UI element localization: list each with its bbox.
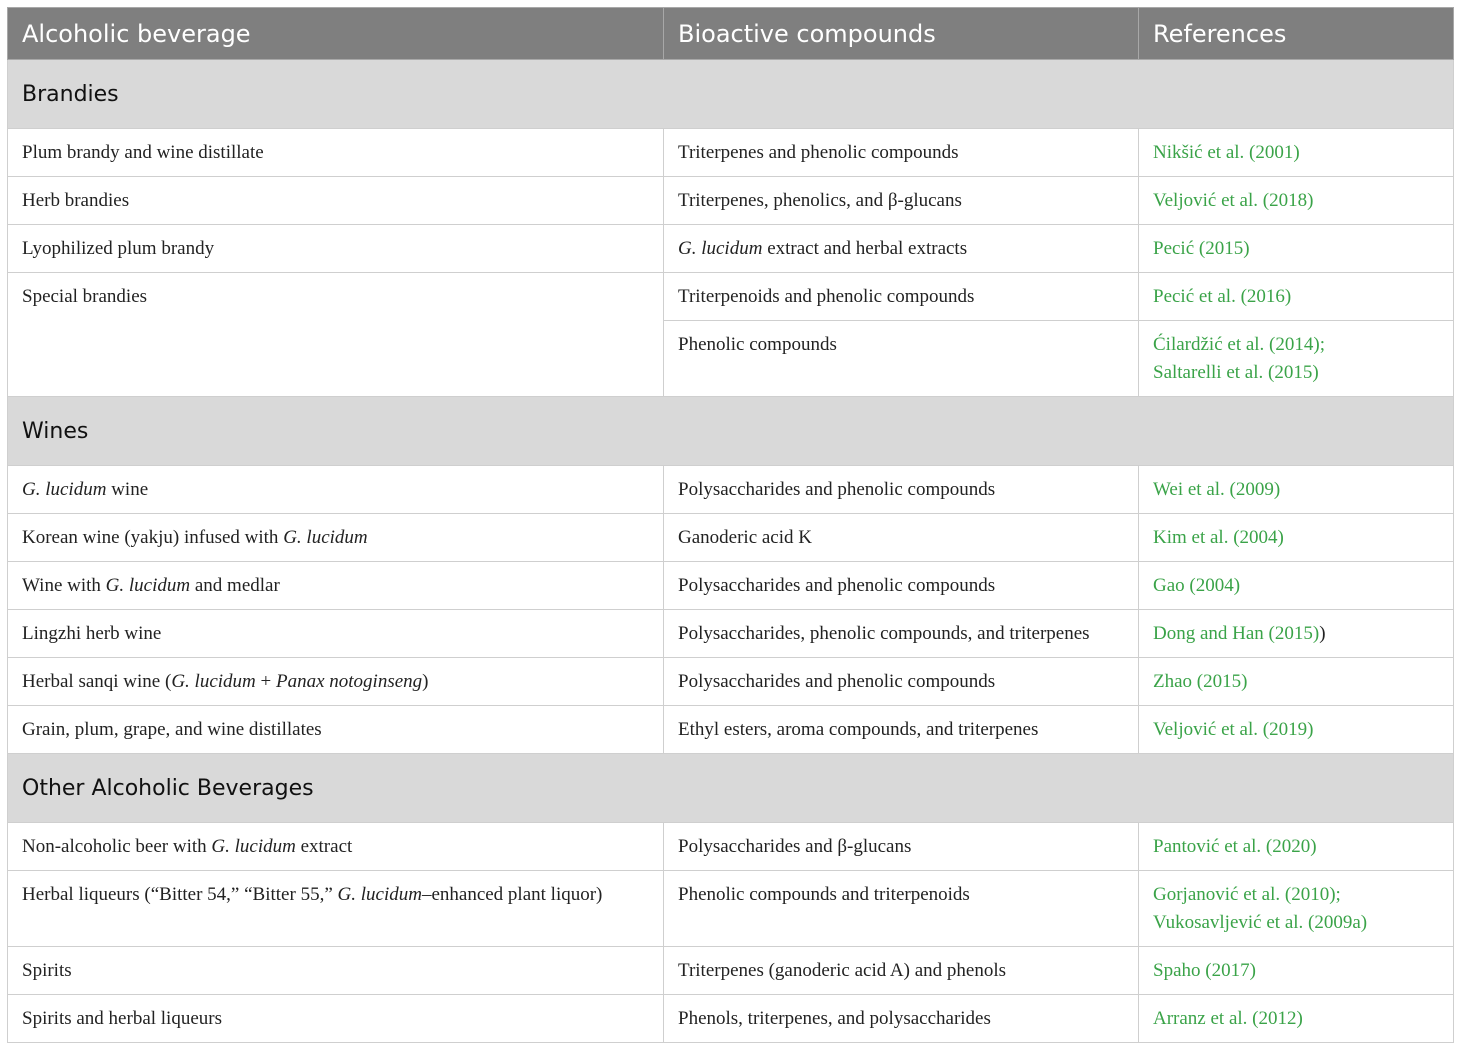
reference-tail: ) xyxy=(1319,623,1326,644)
reference-link[interactable]: Pecić (2015) xyxy=(1153,238,1250,259)
table-row xyxy=(8,225,1454,273)
table-row xyxy=(8,610,1454,658)
reference-cell xyxy=(1139,514,1454,562)
reference-cell xyxy=(1139,225,1454,273)
beverage-text: Korean wine (yakju) infused with xyxy=(22,527,284,548)
beverage-cell xyxy=(8,823,664,871)
beverage-compounds-table xyxy=(7,7,1454,1043)
reference-link[interactable]: Veljović et al. (2019) xyxy=(1153,719,1314,740)
table-row xyxy=(8,273,1454,321)
section-title: Wines xyxy=(8,397,1454,466)
section-title: Other Alcoholic Beverages xyxy=(8,754,1454,823)
beverage-cell xyxy=(8,514,664,562)
reference-link[interactable]: Nikšić et al. (2001) xyxy=(1153,142,1300,163)
reference-cell xyxy=(1139,129,1454,177)
beverage-text: and medlar xyxy=(190,575,280,596)
reference-link[interactable]: Gorjanović et al. (2010); xyxy=(1153,884,1341,905)
species-name: Panax notoginseng xyxy=(275,671,423,692)
reference-link[interactable]: Dong and Han (2015) xyxy=(1153,623,1320,644)
reference-link[interactable]: Kim et al. (2004) xyxy=(1153,527,1284,548)
species-name: G. lucidum xyxy=(22,479,107,500)
beverage-cell: Special brandies xyxy=(8,273,664,397)
reference-link[interactable]: Ćilardžić et al. (2014); xyxy=(1153,334,1325,355)
table-row xyxy=(8,562,1454,610)
table-row xyxy=(8,995,1454,1043)
species-name: G. lucidum xyxy=(678,238,763,259)
beverage-cell: Spirits and herbal liqueurs xyxy=(8,995,664,1043)
reference-cell xyxy=(1139,947,1454,995)
compounds-text: extract and herbal extracts xyxy=(762,238,968,259)
compounds-cell: Polysaccharides and phenolic compounds xyxy=(664,658,1139,706)
reference-cell xyxy=(1139,610,1454,658)
reference-cell xyxy=(1139,562,1454,610)
beverage-cell: Herb brandies xyxy=(8,177,664,225)
section-row-brandies xyxy=(8,60,1454,129)
reference-link[interactable]: Wei et al. (2009) xyxy=(1153,479,1281,500)
beverage-text: Non-alcoholic beer with xyxy=(22,836,212,857)
compounds-cell: Triterpenes (ganoderic acid A) and phenols xyxy=(664,947,1139,995)
section-row-other-alcoholic-beverages xyxy=(8,754,1454,823)
reference-link[interactable]: Pantović et al. (2020) xyxy=(1153,836,1317,857)
reference-link[interactable]: Vukosavljević et al. (2009a) xyxy=(1153,912,1368,933)
compounds-cell: Polysaccharides and β-glucans xyxy=(664,823,1139,871)
table-row xyxy=(8,177,1454,225)
beverage-text: ) xyxy=(422,671,429,692)
header-alcoholic-beverage: Alcoholic beverage xyxy=(8,8,664,60)
beverage-cell xyxy=(8,658,664,706)
beverage-cell: Grain, plum, grape, and wine distillates xyxy=(8,706,664,754)
beverage-cell xyxy=(8,466,664,514)
beverage-text: wine xyxy=(106,479,149,500)
compounds-cell: Ganoderic acid K xyxy=(664,514,1139,562)
beverage-cell: Spirits xyxy=(8,947,664,995)
table-row xyxy=(8,514,1454,562)
table-row xyxy=(8,658,1454,706)
beverage-cell xyxy=(8,562,664,610)
beverage-text: extract xyxy=(295,836,353,857)
reference-cell xyxy=(1139,823,1454,871)
beverage-text: Herbal sanqi wine ( xyxy=(22,671,172,692)
compounds-cell: Polysaccharides and phenolic compounds xyxy=(664,466,1139,514)
compounds-cell: Ethyl esters, aroma compounds, and triterpenes xyxy=(664,706,1139,754)
reference-cell xyxy=(1139,995,1454,1043)
compounds-cell: Polysaccharides, phenolic compounds, and triterpenes xyxy=(664,610,1139,658)
reference-link[interactable]: Gao (2004) xyxy=(1153,575,1241,596)
reference-link[interactable]: Saltarelli et al. (2015) xyxy=(1153,362,1319,383)
reference-link[interactable]: Zhao (2015) xyxy=(1153,671,1248,692)
species-name: G. lucidum xyxy=(171,671,256,692)
reference-link[interactable]: Pecić et al. (2016) xyxy=(1153,286,1292,307)
header-bioactive-compounds: Bioactive compounds xyxy=(664,8,1139,60)
table-row xyxy=(8,129,1454,177)
species-name: G. lucidum xyxy=(105,575,191,596)
reference-cell xyxy=(1139,871,1454,947)
section-title: Brandies xyxy=(8,60,1454,129)
beverage-cell: Lyophilized plum brandy xyxy=(8,225,664,273)
species-name: G. lucidum xyxy=(211,836,296,857)
beverage-text: Wine with xyxy=(22,575,106,596)
species-name: G. lucidum xyxy=(283,527,368,548)
compounds-cell xyxy=(664,225,1139,273)
beverage-cell: Plum brandy and wine distillate xyxy=(8,129,664,177)
table-row xyxy=(8,871,1454,947)
compounds-cell: Phenolic compounds and triterpenoids xyxy=(664,871,1139,947)
reference-cell xyxy=(1139,706,1454,754)
compounds-cell: Polysaccharides and phenolic compounds xyxy=(664,562,1139,610)
beverage-text: Herbal liqueurs (“Bitter 54,” “Bitter 55,” xyxy=(22,884,338,905)
compounds-cell: Phenolic compounds xyxy=(664,321,1139,397)
compounds-cell: Phenols, triterpenes, and polysaccharides xyxy=(664,995,1139,1043)
compounds-cell: Triterpenes and phenolic compounds xyxy=(664,129,1139,177)
beverage-text: + xyxy=(255,671,276,692)
header-row xyxy=(8,8,1454,60)
reference-cell xyxy=(1139,273,1454,321)
table-row xyxy=(8,706,1454,754)
reference-cell xyxy=(1139,177,1454,225)
beverage-cell xyxy=(8,871,664,947)
reference-cell xyxy=(1139,466,1454,514)
section-row-wines xyxy=(8,397,1454,466)
species-name: G. lucidum xyxy=(337,884,422,905)
table-row xyxy=(8,947,1454,995)
beverage-cell: Lingzhi herb wine xyxy=(8,610,664,658)
reference-link[interactable]: Veljović et al. (2018) xyxy=(1153,190,1314,211)
header-references: References xyxy=(1139,8,1454,60)
table-row xyxy=(8,823,1454,871)
compounds-cell: Triterpenes, phenolics, and β-glucans xyxy=(664,177,1139,225)
reference-cell xyxy=(1139,658,1454,706)
reference-link[interactable]: Arranz et al. (2012) xyxy=(1153,1008,1303,1029)
reference-cell xyxy=(1139,321,1454,397)
reference-link[interactable]: Spaho (2017) xyxy=(1153,960,1256,981)
beverage-text: –enhanced plant liquor) xyxy=(421,884,603,905)
table-row xyxy=(8,466,1454,514)
compounds-cell: Triterpenoids and phenolic compounds xyxy=(664,273,1139,321)
